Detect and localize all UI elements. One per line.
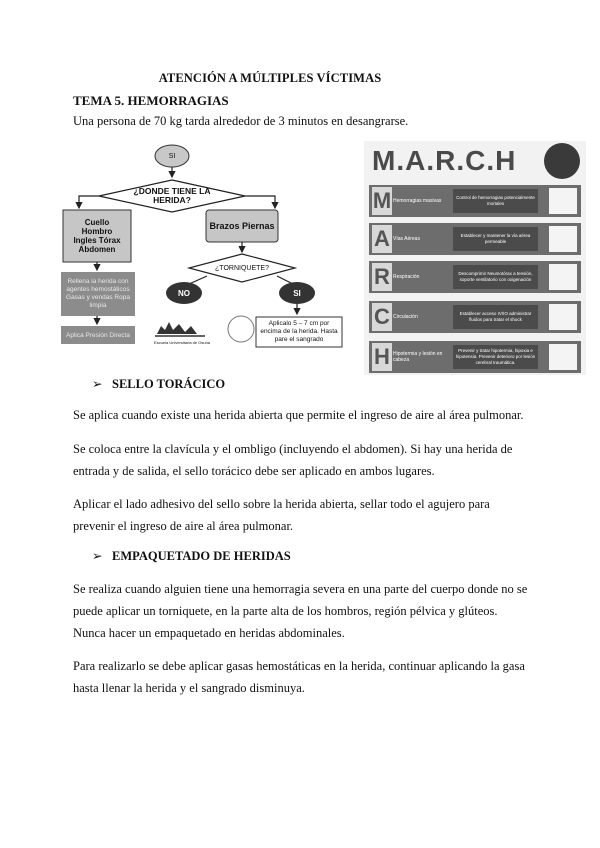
school-name: Escuela Universitaria de Osuna: [153, 339, 211, 345]
march-emblem-icon: [544, 143, 580, 179]
march-description: Control de hemorragias potencialmente mortales: [453, 189, 538, 213]
flow-right-action: Aplicalo 5 – 7 cm por encima de la herida. Hasta pare el sangrado: [260, 320, 338, 343]
march-row: [369, 261, 581, 293]
march-title: M.A.R.C.H: [372, 145, 517, 176]
march-row: [369, 301, 581, 333]
march-row-icon: [549, 304, 577, 330]
march-description: Descomprimir Neumotórax a tensión, soporte ventilatorio con oxigenación: [453, 265, 538, 289]
flow-left-action: Rellena la herida con agentes hemostáticos Gasas y vendas Ropa limpia: [66, 278, 130, 309]
march-letter: H: [372, 343, 392, 371]
march-row: [369, 223, 581, 255]
march-label: Hipotermia y lesión en cabeza: [393, 351, 443, 363]
flow-left-box: Cuello Hombro Ingles Tórax Abdomen: [73, 218, 121, 254]
march-row: [369, 185, 581, 217]
march-letter: A: [372, 225, 392, 253]
march-description: Establecer y mantener la vía aérea permeable: [453, 227, 538, 251]
heading-empaquetado: ➢ EMPAQUETADO DE HERIDAS: [92, 549, 291, 563]
paragraph: Se realiza cuando alguien tiene una hemorragia severa en una parte del cuerpo donde no se puede aplicar un torniquete, en la parte alta de los hombros, región pélvica y glúteos. Nunca hacer un empaquetado en heridas abdominales.: [73, 582, 528, 640]
march-letter: R: [372, 263, 392, 291]
heading-sello-toracico: ➢ SELLO TORÁCICO: [92, 377, 226, 391]
march-letter: C: [372, 303, 392, 331]
flow-no-node: NO: [178, 288, 190, 298]
march-label: Hemorragias masivas: [393, 198, 442, 204]
paragraph: Para realizarlo se debe aplicar gasas hemostáticas en la herida, continuar aplicando la gasa hasta llenar la herida y el sangrado disminuya.: [73, 659, 525, 695]
flow-right-box: Brazos Piernas: [209, 221, 275, 231]
march-label: Respiración: [393, 274, 420, 280]
arrow-bullet-icon: ➢: [92, 377, 103, 391]
march-infographic: [364, 141, 586, 375]
paragraph: Aplicar el lado adhesivo del sello sobre la herida abierta, sellar todo el agujero para prevenir el ingreso de aire al área pulmonar.: [73, 497, 490, 533]
march-row-icon: [549, 188, 577, 214]
paragraph: Se coloca entre la clavícula y el ombligo (incluyendo el abdomen). Si hay una herida de entrada y de salida, el sello torácico debe ser aplicado en ambos lugares.: [73, 442, 513, 478]
flow-tourniquet-node: ¿TORNIQUETE?: [215, 264, 269, 272]
march-label: Circulación: [393, 314, 418, 320]
section-title: TEMA 5. HEMORRAGIAS: [73, 93, 229, 108]
flow-yes-node: SI: [293, 288, 301, 298]
document-title: ATENCIÓN A MÚLTIPLES VÍCTIMAS: [158, 71, 382, 85]
march-row-icon: [549, 344, 577, 370]
paragraph: Se aplica cuando existe una herida abierta que permite el ingreso de aire al área pulmonar.: [73, 408, 524, 422]
arrow-bullet-icon: ➢: [92, 549, 103, 563]
flow-start-node: SI: [168, 152, 176, 160]
march-description: Establecer acceso IV/IO administrar fluidos para tratar el shock: [453, 305, 538, 329]
flow-left-final: Aplica Presión Directa: [66, 331, 130, 339]
hemorrhage-flowchart: [57, 144, 344, 357]
march-row: [369, 341, 581, 373]
flow-question-node: ¿DONDE TIENE LA HERIDA?: [133, 186, 211, 205]
march-label: Vías Aéreas: [393, 236, 420, 242]
march-row-icon: [549, 226, 577, 252]
intro-text: Una persona de 70 kg tarda alrededor de 3 minutos en desangrarse.: [73, 114, 409, 128]
march-row-icon: [549, 264, 577, 290]
march-description: Prevenir y tratar hipotermia, hipoxia e hipotensia. Prevenir deterioro por lesión cerebral traumática.: [453, 345, 538, 369]
march-letter: M: [372, 188, 392, 213]
